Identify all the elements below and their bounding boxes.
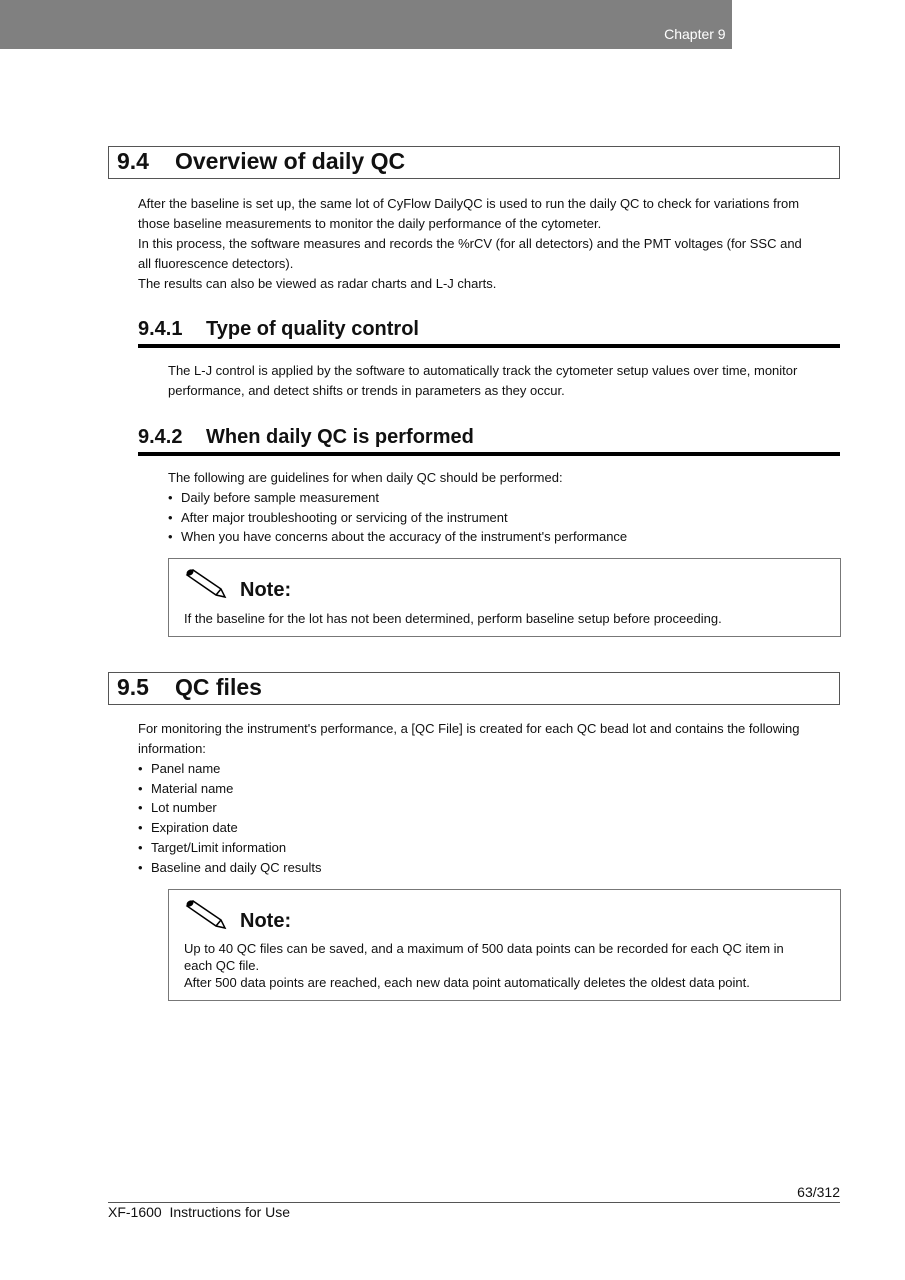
note-text: Up to 40 QC files can be saved, and a maximum of 500 data points can be recorded for each QC item in (184, 941, 784, 956)
section-title: When daily QC is performed (206, 426, 474, 448)
note-text: After 500 data points are reached, each new data point automatically deletes the oldest data point. (184, 975, 750, 990)
paragraph-line: For monitoring the instrument's performance, a [QC File] is created for each QC bead lot and contains the following (138, 721, 800, 736)
note-label: Note: (240, 579, 292, 601)
section-number: 9.4.2 (138, 426, 183, 448)
chapter-name: Cytometer QC and setup (741, 26, 896, 42)
section-9-4-1-heading (138, 316, 840, 348)
section-title: QC files (175, 674, 262, 700)
list-item-text: After major troubleshooting or servicing of the instrument (181, 510, 508, 525)
list-item-text: Daily before sample measurement (181, 490, 379, 505)
list-item-text: Baseline and daily QC results (151, 860, 322, 875)
section-9-4-body (138, 194, 802, 294)
list-item-text: Target/Limit information (151, 840, 287, 855)
note-text: If the baseline for the lot has not been determined, perform baseline setup before proceeding. (184, 611, 722, 626)
footer-divider (108, 1202, 840, 1203)
pencil-icon (183, 567, 229, 601)
intro-text: The following are guidelines for when daily QC should be performed: (168, 470, 563, 485)
paragraph-line: all fluorescence detectors). (138, 256, 294, 271)
section-9-4-2-heading (138, 424, 840, 456)
list-item-text: Lot number (151, 800, 217, 815)
document-title: XF-1600 Instructions for Use (108, 1204, 291, 1220)
section-9-5-body (138, 719, 799, 759)
section-number: 9.5 (117, 674, 149, 700)
list-item-text: When you have concerns about the accuracy of the instrument's performance (181, 529, 628, 544)
paragraph-line: In this process, the software measures and records the %rCV (for all detectors) and the PMT voltages (for SSC and (138, 236, 802, 251)
paragraph-line: The results can also be viewed as radar charts and L-J charts. (138, 276, 497, 291)
pencil-icon (183, 898, 229, 932)
paragraph-line: After the baseline is set up, the same lot of CyFlow DailyQC is used to run the daily QC to check for variations from (138, 196, 800, 211)
paragraph-line: information: (138, 741, 206, 756)
chapter-number: Chapter 9 (664, 26, 726, 42)
paragraph-line: performance, and detect shifts or trends in parameters as they occur. (168, 383, 565, 398)
paragraph-line: The L-J control is applied by the software to automatically track the cytometer setup values over time, monitor (168, 363, 798, 378)
section-9-4-1-body (168, 361, 797, 401)
list-item-text: Material name (151, 781, 234, 796)
note-box (168, 889, 841, 1001)
note-text: each QC file. (184, 958, 260, 973)
list-item-text: Expiration date (151, 820, 238, 835)
section-9-5-heading (108, 672, 840, 705)
section-title: Type of quality control (206, 318, 419, 340)
list-item-text: Panel name (151, 761, 221, 776)
note-label: Note: (240, 910, 292, 932)
note-box (168, 558, 841, 637)
section-number: 9.4 (117, 148, 149, 174)
chapter-header (0, 0, 896, 49)
chapter-title (664, 26, 896, 42)
section-title: Overview of daily QC (175, 148, 406, 174)
paragraph-line: those baseline measurements to monitor the daily performance of the cytometer. (138, 216, 602, 231)
page-number: 63/312 (797, 1184, 840, 1200)
section-9-4-heading (108, 146, 840, 179)
section-number: 9.4.1 (138, 318, 183, 340)
